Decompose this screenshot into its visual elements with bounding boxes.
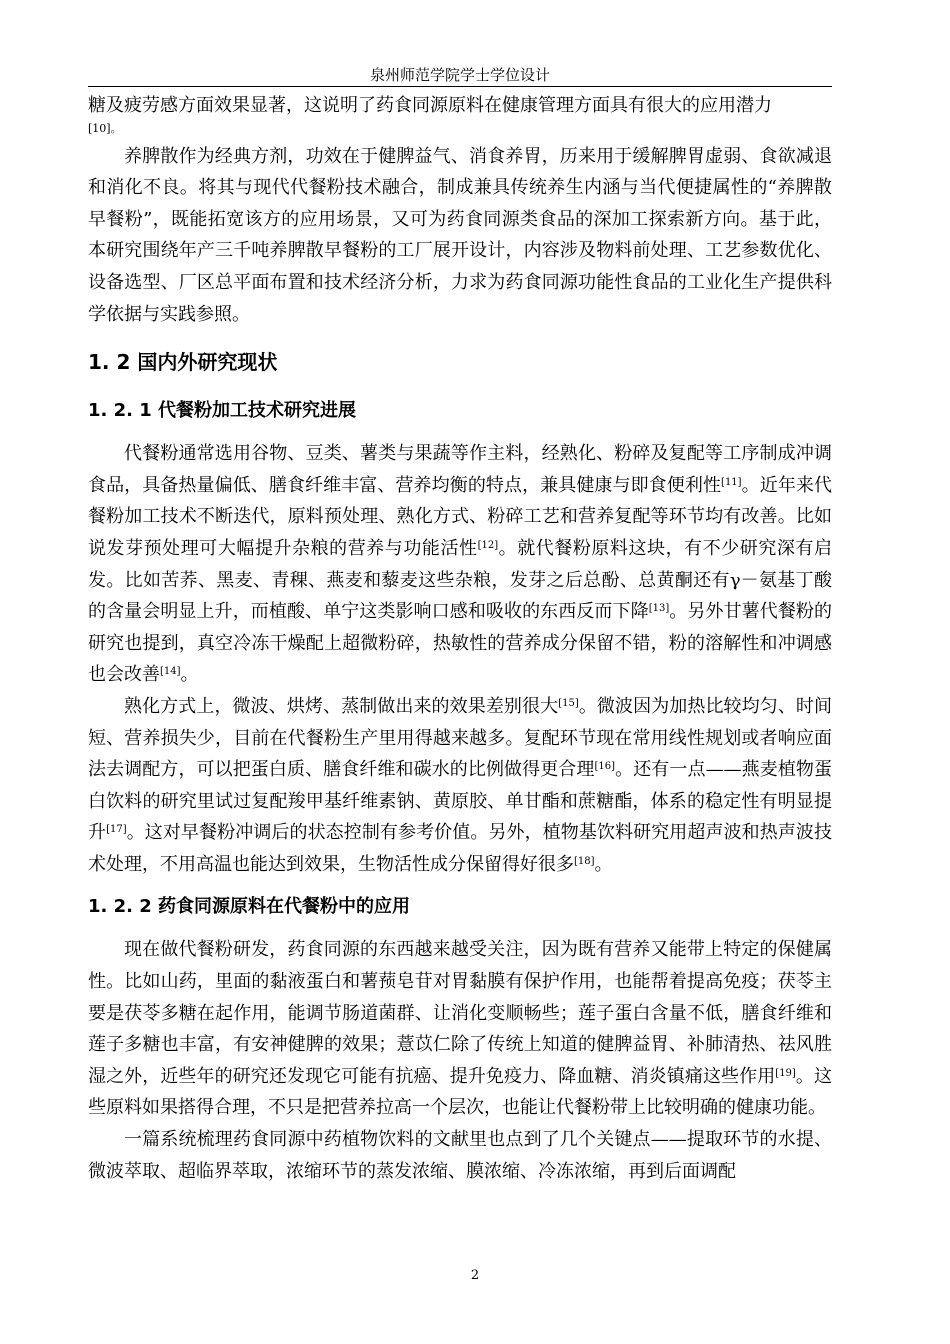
text-run: 。这对早餐粉冲调后的状态控制有参考价值。另外，植物基饮料研究用超声波和热声波技术处理，不用高温也能达到效果，生物活性成分保留得好很多 <box>88 822 833 875</box>
citation-19: [19] <box>775 1067 796 1079</box>
citation-18: [18] <box>574 855 595 867</box>
intro-paragraph-1 <box>88 90 832 136</box>
section-heading-1-2: 1. 2 国内外研究现状 <box>88 350 278 375</box>
text-run: 熟化方式上，微波、烘烤、蒸制做出来的效果差别很大 <box>124 695 559 717</box>
citation-17: [17] <box>106 824 127 836</box>
page-number: 2 <box>470 1268 480 1283</box>
citation <box>88 122 832 136</box>
section-1-2-2-paragraph-2: 一篇系统梳理药食同源中药植物饮料的文献里也点到了几个关键点——提取环节的水提、微波萃取、超临界萃取，浓缩环节的蒸发浓缩、膜浓缩、冷冻浓缩，再到后面调配 <box>88 1129 832 1182</box>
text-run: 代餐粉通常选用谷物、豆类、薯类与果蔬等作主料，经熟化、粉碎及复配等工序制成冲调食品，具备热量偏低、膳食纤维丰富、营养均衡的特点，兼具健康与即食便利性 <box>88 443 832 496</box>
intro-paragraph-2: 养脾散作为经典方剂，功效在于健脾益气、消食养胃，历来用于缓解脾胃虚弱、食欲减退和消化不良。将其与现代代餐粉技术融合，制成兼具传统养生内涵与当代便捷属性的“养脾散早餐粉”，既能拓宽该方的应用场景，又可为药食同源类食品的深加工探索新方向。基于此，本研究围绕年产三千吨养脾散早餐粉的工厂展开设计，内容涉及物料前处理、工艺参数优化、设备选型、厂区总平面布置和技术经济分析，力求为药食同源功能性食品的工业化生产提供科学依据与实践参照。 <box>88 145 832 325</box>
text-run: 。 <box>180 664 199 686</box>
header-rule <box>88 86 832 87</box>
section-1-2-1-paragraph-1 <box>88 438 832 691</box>
citation-11: [11] <box>721 476 742 488</box>
text-run: 。另外甘薯代餐粉的研究也提到，真空冷冻干燥配上超微粉碎，热敏性的营养成分保留不错，粉的溶解性和冲调感也会改善 <box>88 601 832 686</box>
section-1-2-2-paragraph-1 <box>88 934 832 1124</box>
text-run: 。还有一点——燕麦植物蛋白饮料的研究里试过复配羧甲基纤维素钠、黄原胶、单甘酯和蔗糖酯，体系的稳定性有明显提升 <box>88 759 833 844</box>
intro-p1-text: 糖及疲劳感方面效果显著，这说明了药食同源原料在健康管理方面具有很大的应用潜力 <box>88 95 772 116</box>
citation-13: [13] <box>648 603 670 615</box>
page-header: 泉州师范学院学士学位设计 <box>369 66 550 84</box>
citation-14: [14] <box>160 666 181 678</box>
text-run: 。微波因为加热比较均匀、时间短、营养损失少，目前在代餐粉生产里用得越来越多。复配环节现在常用线性规划或者响应面法去调配方，可以把蛋白质、膳食纤维和碳水的比例做得更合理 <box>88 695 833 781</box>
text-run: 。 <box>594 853 613 875</box>
section-heading-1-2-2: 1. 2. 2 药食同源原料在代餐粉中的应用 <box>88 896 411 918</box>
section-heading-1-2-1: 1. 2. 1 代餐粉加工技术研究进展 <box>88 400 357 422</box>
text-run: 。就代餐粉原料这块，有不少研究深有启发。比如苦荞、黑麦、青稞、燕麦和藜麦这些杂粮，发芽之后总酚、总黄酮还有γ－氨基丁酸的含量会明显上升，而植酸、单宁这类影响口感和吸收的东西反而下降 <box>88 537 833 623</box>
page-content <box>88 90 832 1187</box>
text-run: 现在做代餐粉研发，药食同源的东西越来越受关注，因为既有营养又能带上特定的保健属性。比如山药，里面的黏液蛋白和薯蓣皂苷对胃黏膜有保护作用，也能帮着提高免疫；茯苓主要是茯苓多糖在起作用，能调节肠道菌群、让消化变顺畅些；莲子蛋白含量不低，膳食纤维和莲子多糖也丰富，有安神健脾的效果；薏苡仁除了传统上知道的健脾益胃、补肺清热、祛风胜湿之外，近些年的研究还发现它可能有抗癌、提升免疫力、降血糖、消炎镇痛这些作用 <box>88 939 832 1087</box>
intro-p1-end: 。 <box>110 121 122 135</box>
text-run: 。这些原料如果搭得合理，不只是把营养拉高一个层次，也能让代餐粉带上比较明确的健康功能。 <box>88 1065 833 1119</box>
citation-12: [12] <box>477 539 499 551</box>
text-run: 。近年来代餐粉加工技术不断迭代，原料预处理、熟化方式、粉碎工艺和营养复配等环节均有改善。比如说发芽预处理可大幅提升杂粮的营养与功能活性 <box>88 474 833 559</box>
citation-10: [10] <box>88 121 111 135</box>
section-1-2-1-paragraph-2 <box>88 691 832 881</box>
citation-15: [15] <box>558 697 579 709</box>
citation-16: [16] <box>594 761 616 773</box>
